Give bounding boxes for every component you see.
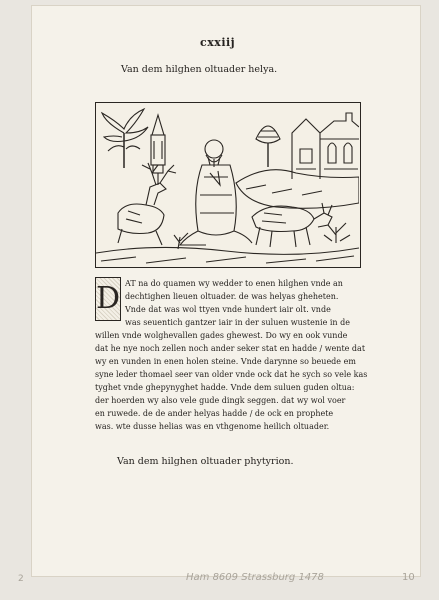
- chapter-heading: Van dem hilghen oltuader helya.: [121, 64, 278, 75]
- text-line: AT na do quamen wy wedder to enen hilghen vnde an: [125, 279, 343, 288]
- woodcut-illustration: [95, 102, 361, 268]
- tree-right: [256, 126, 280, 167]
- woodcut-scene: [96, 103, 359, 266]
- next-chapter-heading: Van dem hilghen oltuader phytyrion.: [117, 456, 294, 467]
- hermit-figure: [180, 140, 252, 245]
- text-line: wy en vunden in enen holen steine. Vnde darynne so beuede em: [95, 357, 356, 366]
- building: [292, 113, 359, 179]
- text-line: tyghet vnde ghepynyghet hadde. Vnde dem suluen guden oltua:: [95, 383, 355, 392]
- folio-number: cxxiij: [200, 36, 236, 49]
- goat: [252, 203, 332, 247]
- text-line: dechtighen lieuen oltuader. de was helyas gheheten.: [125, 292, 339, 301]
- shrine-tower: [151, 115, 165, 185]
- text-line: Vnde dat was wol ttyen vnde hundert iair olt. vnde: [125, 305, 331, 314]
- pencil-mark-left: 2: [18, 574, 24, 584]
- pencil-mark-right: 10: [402, 572, 415, 583]
- text-line: dat he nye noch zellen noch ander seker stat en hadde / wente dat: [95, 344, 366, 353]
- text-line: was seuentich gantzer iair in der suluen wustenie in de: [125, 318, 350, 327]
- decorated-initial: D: [95, 277, 121, 321]
- text-line: was. wte dusse helias was en vthgenome heilich oltuader.: [95, 422, 330, 431]
- text-line: syne leder thomael seer van older vnde ock dat he sych so vele kas: [95, 370, 368, 379]
- tree-left: [102, 109, 148, 168]
- stag: [118, 163, 176, 245]
- text-line: en ruwede. de de ander helyas hadde / de ock en prophete: [95, 409, 334, 418]
- text-line: willen vnde wolghevallen gades ghewest. Do wy en ook vunde: [95, 331, 348, 340]
- text-line: der hoerden wy also vele gude dingk seggen. dat wy wol voer: [95, 396, 346, 405]
- pencil-catalog-note: Ham 8609 Strassburg 1478: [186, 572, 324, 583]
